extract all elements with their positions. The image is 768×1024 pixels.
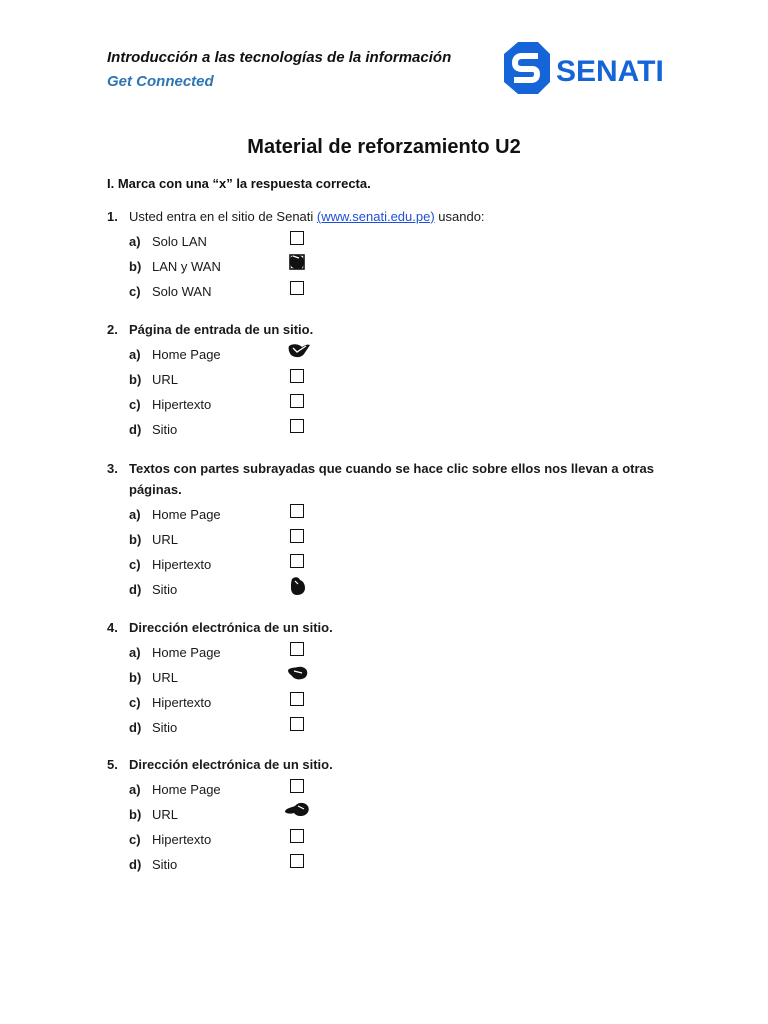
option-label: URL [152,670,179,685]
option-a[interactable] [107,344,667,369]
option-label: Hipertexto [152,695,212,710]
option-letter: d) [129,422,142,437]
answer-checkbox[interactable] [290,554,304,568]
option-letter: c) [129,557,141,572]
option-label: Sitio [152,720,178,735]
course-subtitle: Get Connected [107,73,214,90]
senati-link[interactable]: (www.senati.edu.pe) [316,209,435,224]
option-label: Sitio [152,422,178,437]
question-number: 4. [107,620,118,635]
option-d[interactable] [107,419,667,444]
answer-checkbox[interactable] [290,642,304,656]
option-c[interactable] [107,554,667,579]
answer-checkbox[interactable] [290,854,304,868]
option-a[interactable] [107,231,667,256]
question-number: 3. [107,461,118,476]
option-d[interactable] [107,854,667,879]
option-letter: b) [129,532,142,547]
option-label: Home Page [152,347,221,362]
question-number: 2. [107,322,118,337]
option-letter: b) [129,670,142,685]
question-text: Dirección electrónica de un sitio. [129,620,333,635]
checked-mark-icon[interactable] [285,575,311,597]
question-text-line2: páginas. [129,482,182,497]
option-a[interactable] [107,642,667,667]
answer-checkbox[interactable] [290,717,304,731]
instruction-text: I. Marca con una “x” la respuesta correcta. [107,176,371,191]
option-label: Home Page [152,645,221,660]
option-a[interactable] [107,779,667,804]
answer-checkbox[interactable] [290,369,304,383]
option-label: URL [152,807,179,822]
option-label: LAN y WAN [152,259,221,274]
senati-logo [500,40,690,96]
question-number: 1. [107,209,118,224]
answer-checkbox[interactable] [290,419,304,433]
option-label: Sitio [152,582,178,597]
option-d[interactable] [107,579,667,604]
option-letter: d) [129,857,142,872]
option-letter: c) [129,832,141,847]
option-c[interactable] [107,394,667,419]
option-b[interactable] [107,667,667,692]
option-label: Hipertexto [152,832,212,847]
option-letter: c) [129,397,141,412]
option-d[interactable] [107,717,667,742]
option-label: Home Page [152,782,221,797]
option-letter: a) [129,347,141,362]
answer-checkbox[interactable] [290,529,304,543]
option-label: Sitio [152,857,178,872]
checked-mark-icon[interactable] [285,252,311,274]
option-c[interactable] [107,692,667,717]
senati-logo-text: SENATI [556,55,664,88]
option-label: Home Page [152,507,221,522]
option-c[interactable] [107,829,667,854]
option-label: URL [152,372,179,387]
option-letter: b) [129,259,142,274]
option-letter: c) [129,695,141,710]
option-b[interactable] [107,369,667,394]
option-letter: d) [129,720,142,735]
checked-mark-icon[interactable] [279,800,313,822]
answer-checkbox[interactable] [290,504,304,518]
option-label: URL [152,532,179,547]
option-b[interactable] [107,529,667,554]
option-letter: b) [129,807,142,822]
checked-mark-icon[interactable] [285,340,311,362]
checked-mark-icon[interactable] [285,663,311,685]
option-b[interactable] [107,256,667,281]
course-title: Introducción a las tecnologías de la información [107,49,452,66]
question-3 [107,458,667,604]
question-4 [107,617,667,742]
option-b[interactable] [107,804,667,829]
answer-checkbox[interactable] [290,779,304,793]
question-1 [107,206,667,306]
option-letter: c) [129,284,141,299]
answer-checkbox[interactable] [290,394,304,408]
option-a[interactable] [107,504,667,529]
answer-checkbox[interactable] [290,829,304,843]
question-2 [107,319,667,444]
document-title: Material de reforzamiento U2 [247,136,521,158]
question-text-start: Usted entra en el sitio de Senati [129,209,317,224]
option-c[interactable] [107,281,667,306]
option-letter: a) [129,645,141,660]
option-letter: a) [129,507,141,522]
answer-checkbox[interactable] [290,692,304,706]
answer-checkbox[interactable] [290,231,304,245]
question-5 [107,754,667,879]
question-text-end: usando: [434,209,485,224]
question-text: Dirección electrónica de un sitio. [129,757,333,772]
option-letter: a) [129,782,141,797]
answer-checkbox[interactable] [290,281,304,295]
question-text: Página de entrada de un sitio. [129,322,314,337]
option-label: Hipertexto [152,397,212,412]
question-number: 5. [107,757,118,772]
option-label: Solo LAN [152,234,207,249]
option-label: Hipertexto [152,557,212,572]
question-text [129,206,485,227]
option-letter: d) [129,582,142,597]
question-text-line1: Textos con partes subrayadas que cuando se hace clic sobre ellos nos llevan a otras [129,461,655,476]
option-label: Solo WAN [152,284,212,299]
option-letter: a) [129,234,141,249]
option-letter: b) [129,372,142,387]
